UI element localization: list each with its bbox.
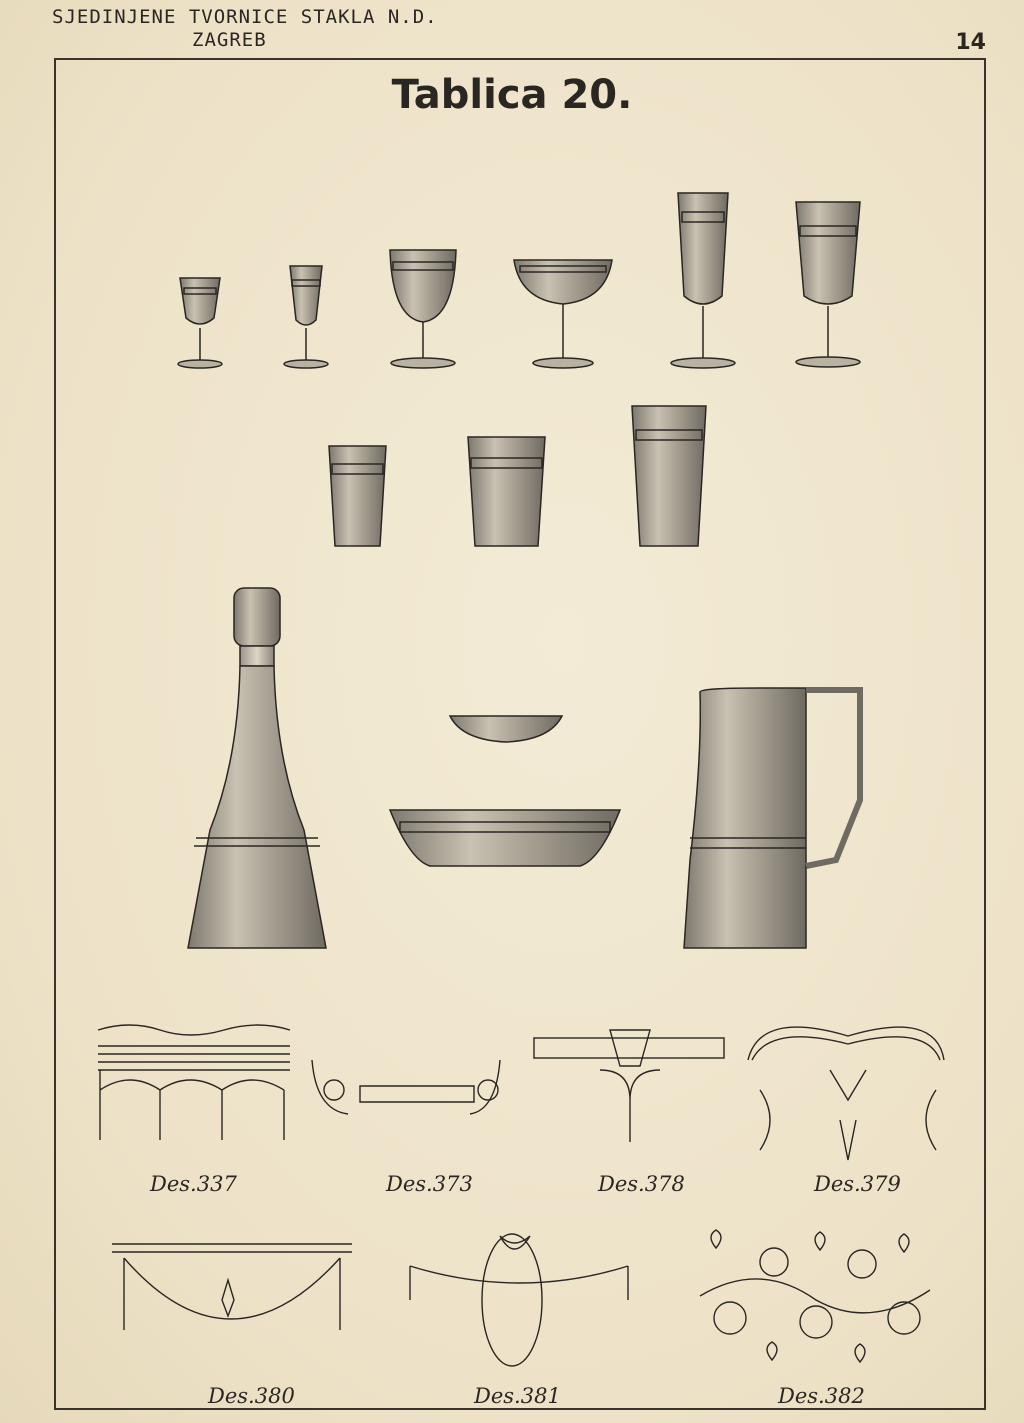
design-label: Des.337 [150,1172,237,1196]
tumbler-tall [632,406,706,546]
design-381-pattern [410,1234,628,1366]
design-label: Des.380 [208,1384,295,1408]
page-number: 14 [955,30,986,55]
design-337-pattern [98,1025,290,1140]
design-label: Des.373 [386,1172,473,1196]
design-378-pattern [534,1030,724,1142]
design-label: Des.379 [814,1172,901,1196]
liqueur-glass-small [178,278,222,368]
publisher-name: SJEDINJENE TVORNICE STAKLA N.D. [52,6,438,28]
design-label: Des.381 [474,1384,561,1408]
decanter [188,588,326,948]
large-bowl [390,810,620,866]
wine-glass [390,250,456,368]
design-382-pattern [700,1230,930,1362]
tall-goblet [796,202,860,367]
water-jug [684,688,860,948]
small-dish [450,716,562,742]
liqueur-glass-tall [284,266,328,368]
champagne-flute [671,193,735,368]
design-label: Des.382 [778,1384,865,1408]
design-379-pattern [748,1027,944,1160]
tumbler-medium [468,437,545,546]
design-373-pattern [312,1060,500,1114]
publisher-city: ZAGREB [192,29,267,51]
tumbler-small [329,446,386,546]
design-label: Des.378 [598,1172,685,1196]
champagne-coupe [514,260,612,368]
plate-title: Tablica 20. [391,72,633,118]
design-380-pattern [112,1244,352,1330]
